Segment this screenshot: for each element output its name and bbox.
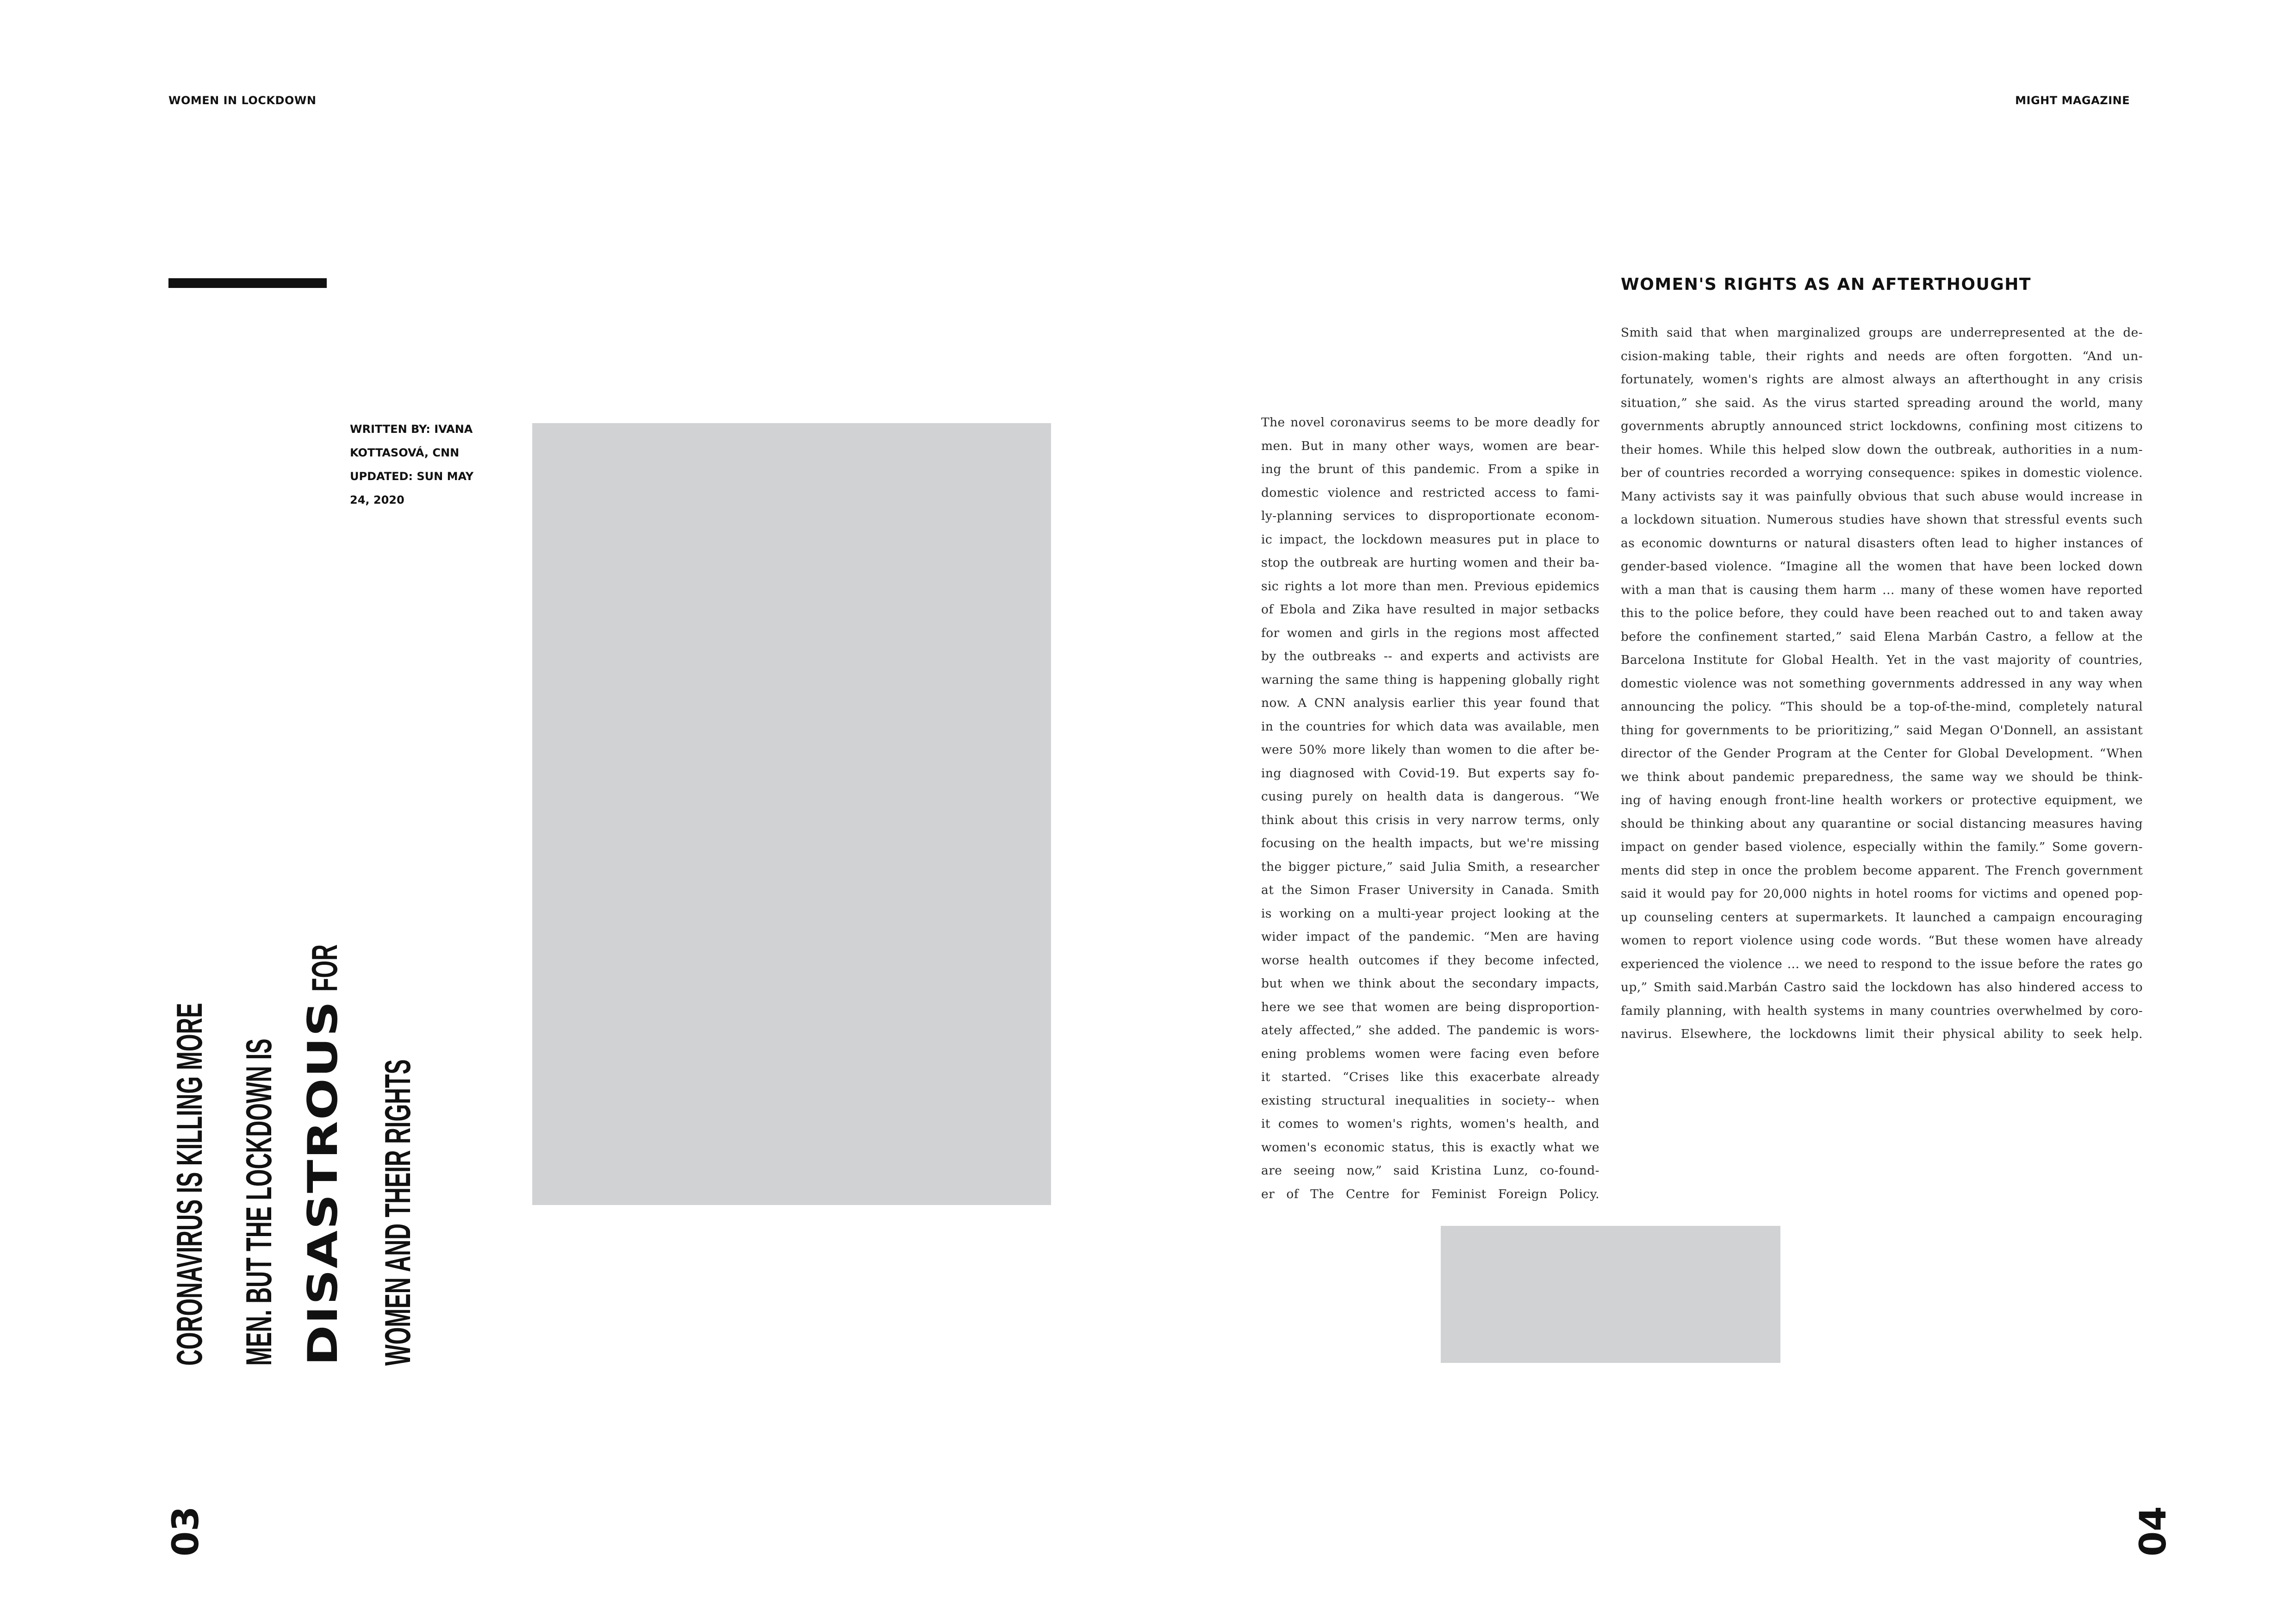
body-line: think about this crisis in very narrow terms, only — [1261, 812, 1599, 827]
body-line: with a man that is causing them harm ... many of these women have reported — [1621, 582, 2143, 597]
body-line: worse health outcomes if they become infected, — [1261, 953, 1599, 968]
headline-line-2: MEN. BUT THE LOCKDOWN IS — [238, 1038, 279, 1366]
body-line: it started. “Crises like this exacerbate already — [1261, 1070, 1599, 1084]
body-line: we think about pandemic preparedness, the same way we should be think- — [1621, 769, 2143, 784]
body-line: situation,” she said. As the virus started spreading around the world, many — [1621, 395, 2143, 410]
body-line: The novel coronavirus seems to be more deadly for — [1261, 415, 1599, 430]
body-line: fortunately, women's rights are almost always an afterthought in any crisis — [1621, 372, 2143, 387]
body-line: up counseling centers at supermarkets. It launched a campaign encouraging — [1621, 910, 2143, 924]
body-line: warning the same thing is happening globally right — [1261, 672, 1599, 687]
body-line: thing for governments to be prioritizing,” said Megan O'Donnell, an assistant — [1621, 723, 2143, 737]
body-line: women to report violence using code words. “But these women have already — [1621, 933, 2143, 948]
body-line: said it would pay for 20,000 nights in hotel rooms for victims and opened pop- — [1621, 887, 2143, 901]
body-line: it comes to women's rights, women's health, and — [1261, 1117, 1599, 1131]
body-line: should be thinking about any quarantine or social distancing measures having — [1621, 816, 2143, 831]
body-line: at the Simon Fraser University in Canada. Smith — [1261, 883, 1599, 897]
body-line: domestic violence and restricted access to fami- — [1261, 485, 1599, 500]
body-line: the bigger picture,” said Julia Smith, a researcher — [1261, 859, 1599, 874]
page-number-left: 03 — [165, 1506, 207, 1556]
running-head-left: WOMEN IN LOCKDOWN — [168, 94, 317, 107]
accent-rule — [168, 278, 327, 288]
image-placeholder-small — [1441, 1226, 1780, 1363]
body-line: cusing purely on health data is dangerous. “We — [1261, 789, 1599, 804]
body-line: before the confinement started,” said Elena Marbán Castro, a fellow at the — [1621, 629, 2143, 644]
body-line: women's economic status, this is exactly what we — [1261, 1140, 1599, 1155]
image-placeholder-main — [532, 423, 1051, 1205]
body-line: this to the police before, they could have been reached out to and taken away — [1621, 606, 2143, 620]
byline-line: 24, 2020 — [350, 493, 404, 506]
page-number-right: 04 — [2133, 1506, 2174, 1556]
body-line: governments abruptly announced strict lockdowns, confining most citizens to — [1621, 419, 2143, 433]
body-line: ing of having enough front-line health workers or protective equipment, we — [1621, 793, 2143, 807]
headline-line-4: WOMEN AND THEIR RIGHTS — [377, 1059, 418, 1366]
body-line: existing structural inequalities in society-- when — [1261, 1093, 1599, 1108]
body-line: domestic violence was not something governments addressed in any way when — [1621, 676, 2143, 691]
body-line: navirus. Elsewhere, the lockdowns limit their physical ability to seek help. — [1621, 1027, 2143, 1041]
body-line: ening problems women were facing even before — [1261, 1046, 1599, 1061]
headline-line-1: CORONAVIRUS IS KILLING MORE — [169, 1003, 210, 1366]
body-line: ing the brunt of this pandemic. From a spike in — [1261, 462, 1599, 476]
body-line: are seeing now,” said Kristina Lunz, co-found- — [1261, 1163, 1599, 1178]
body-line: Smith said that when marginalized groups are underrepresented at the de- — [1621, 325, 2143, 340]
body-line: but when we think about the secondary impacts, — [1261, 976, 1599, 991]
body-line: a lockdown situation. Numerous studies have shown that stressful events such — [1621, 512, 2143, 527]
byline-line: UPDATED: SUN MAY — [350, 470, 474, 483]
headline-emphasis-word: DISASTROUS — [299, 1000, 347, 1366]
body-line: Many activists say it was painfully obvious that such abuse would increase in — [1621, 489, 2143, 504]
body-column-1 — [1261, 411, 1599, 1206]
headline — [168, 926, 418, 1366]
body-line: now. A CNN analysis earlier this year found that — [1261, 696, 1599, 710]
body-line: their homes. While this helped slow down the outbreak, authorities in a num- — [1621, 442, 2143, 457]
body-line: in the countries for which data was available, men — [1261, 719, 1599, 734]
body-line: director of the Gender Program at the Center for Global Development. “When — [1621, 746, 2143, 761]
body-line: here we see that women are being disproportion- — [1261, 999, 1599, 1014]
body-line: family planning, with health systems in many countries overwhelmed by coro- — [1621, 1003, 2143, 1018]
body-line: of Ebola and Zika have resulted in major setbacks — [1261, 602, 1599, 617]
body-line: were 50% more likely than women to die after be- — [1261, 743, 1599, 757]
body-line: stop the outbreak are hurting women and their ba- — [1261, 556, 1599, 570]
body-line: up,” Smith said.Marbán Castro said the lockdown has also hindered access to — [1621, 980, 2143, 994]
body-line: focusing on the health impacts, but we're missing — [1261, 836, 1599, 850]
body-line: cision-making table, their rights and needs are often forgotten. “And un- — [1621, 349, 2143, 363]
running-head-right: MIGHT MAGAZINE — [2015, 94, 2130, 107]
body-line: men. But in many other ways, women are bear- — [1261, 438, 1599, 453]
body-line: ments did step in once the problem become apparent. The French government — [1621, 863, 2143, 878]
headline-line-3-rest: FOR — [304, 944, 345, 992]
body-line: ly-planning services to disproportionate econom- — [1261, 509, 1599, 523]
body-line: Barcelona Institute for Global Health. Yet in the vast majority of countries, — [1621, 653, 2143, 667]
body-line: impact on gender based violence, especially within the family.” Some govern- — [1621, 840, 2143, 854]
byline — [350, 418, 503, 512]
body-line: is working on a multi-year project looking at the — [1261, 906, 1599, 921]
body-line: er of The Centre for Feminist Foreign Policy. — [1261, 1187, 1599, 1201]
body-line: sic rights a lot more than men. Previous epidemics — [1261, 579, 1599, 593]
body-line: for women and girls in the regions most affected — [1261, 625, 1599, 640]
body-line: ic impact, the lockdown measures put in place to — [1261, 532, 1599, 547]
body-line: as economic downturns or natural disasters often lead to higher instances of — [1621, 536, 2143, 550]
body-line: announcing the policy. “This should be a top-of-the-mind, completely natural — [1621, 700, 2143, 714]
body-column-2 — [1621, 321, 2143, 1046]
byline-line: WRITTEN BY: IVANA — [350, 423, 473, 436]
body-line: ately affected,” she added. The pandemic is wors- — [1261, 1023, 1599, 1037]
body-line: gender-based violence. “Imagine all the women that have been locked down — [1621, 559, 2143, 574]
body-line: wider impact of the pandemic. “Men are having — [1261, 930, 1599, 944]
section-heading: WOMEN'S RIGHTS AS AN AFTERTHOUGHT — [1621, 275, 2031, 294]
body-line: experienced the violence ... we need to respond to the issue before the rates go — [1621, 956, 2143, 971]
byline-line: KOTTASOVÁ, CNN — [350, 446, 460, 459]
body-line: ber of countries recorded a worrying consequence: spikes in domestic violence. — [1621, 466, 2143, 480]
body-line: ing diagnosed with Covid-19. But experts say fo- — [1261, 766, 1599, 781]
body-line: by the outbreaks -- and experts and activists are — [1261, 649, 1599, 663]
headline-line-3 — [299, 915, 347, 1366]
